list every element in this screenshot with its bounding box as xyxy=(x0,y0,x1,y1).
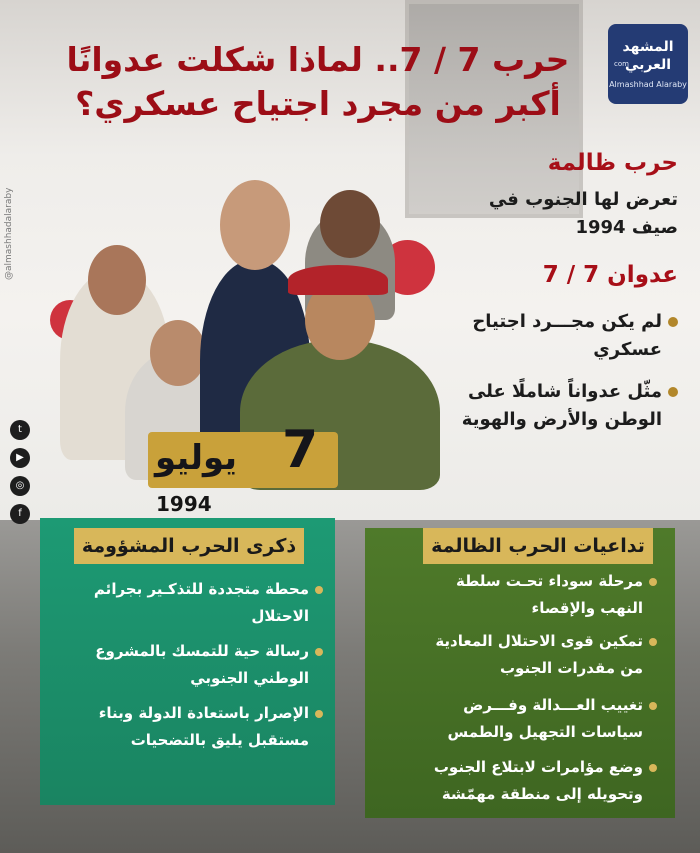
panel-war-consequences-item-1 xyxy=(456,568,657,622)
section1-line1: تعرض لها الجنوب في xyxy=(488,189,678,210)
date-month: يوليو xyxy=(155,438,238,478)
twitter-icon[interactable]: t xyxy=(10,420,30,440)
section2-bullet-1 xyxy=(472,308,678,364)
panel-war-memory-item-1 xyxy=(94,576,323,630)
section1-line2: صيف 1994 xyxy=(575,217,678,238)
panel-war-memory-header: ذكرى الحرب المشؤومة xyxy=(74,528,304,564)
section2-bullet-1-line2: عسكري xyxy=(593,339,662,360)
section2-title: عدوان 7 / 7 xyxy=(542,262,678,288)
social-handle: @almashhadalaraby xyxy=(4,187,14,280)
section2-bullet-1-line1: لم يكن مجـــرد اجتياح xyxy=(472,311,662,332)
item-line1: تغييب العـــدالة وفـــرض xyxy=(463,696,643,714)
item-line1: الإصرار باستعادة الدولة وبناء xyxy=(98,704,309,722)
section2-bullet-2-line2: الوطن والأرض والهوية xyxy=(461,409,662,430)
instagram-icon[interactable]: ◎ xyxy=(10,476,30,496)
date-year: 1994 xyxy=(156,492,212,516)
panel-war-memory-item-3 xyxy=(99,700,323,754)
item-line1: محطة متجددة للتذكـير بجرائم xyxy=(93,580,309,598)
section2-bullet-2 xyxy=(462,378,678,434)
bullet-dot-icon xyxy=(315,648,323,656)
figure-face xyxy=(88,245,146,315)
logo-name-line2: العربي xyxy=(624,57,672,73)
figure-face xyxy=(150,320,206,386)
bullet-dot-icon xyxy=(668,317,678,327)
item-line2: وتحويله إلى منطقة مهمّشة xyxy=(441,785,643,803)
logo-name-line1: المشهد xyxy=(622,39,674,55)
item-line2: من مقدرات الجنوب xyxy=(499,659,643,677)
item-line2: مستقبل يليق بالتضحيات xyxy=(130,731,309,749)
brand-logo xyxy=(608,24,688,104)
panel-war-consequences-item-2 xyxy=(435,628,657,682)
panel-war-consequences-item-4 xyxy=(434,754,657,808)
red-beret xyxy=(288,265,388,295)
title-line1: حرب 7 / 7.. لماذا شكلت عدوانًا xyxy=(66,40,570,79)
item-line1: تمكين قوى الاحتلال المعادية xyxy=(435,632,643,650)
panel-war-consequences-item-3 xyxy=(448,692,658,746)
item-line2: الاحتلال xyxy=(251,607,309,625)
bullet-dot-icon xyxy=(649,578,657,586)
logo-domain: com xyxy=(614,60,629,68)
item-line1: مرحلة سوداء تحـت سلطة xyxy=(455,572,643,590)
bullet-dot-icon xyxy=(668,387,678,397)
item-line2: سياسات التجهيل والطمس xyxy=(447,723,643,741)
panel-war-memory xyxy=(40,518,335,805)
bullet-dot-icon xyxy=(649,764,657,772)
item-line1: وضع مؤامرات لابتلاع الجنوب xyxy=(433,758,643,776)
bullet-dot-icon xyxy=(649,702,657,710)
date-day: 7 xyxy=(282,420,319,480)
figure-face xyxy=(320,190,380,258)
facebook-icon[interactable]: f xyxy=(10,504,30,524)
section2-bullet-2-line1: مثّل عدواناً شاملًا على xyxy=(467,381,662,402)
figure-face xyxy=(220,180,290,270)
item-line2: الوطني الجنوبي xyxy=(190,669,309,687)
bullet-dot-icon xyxy=(315,586,323,594)
panel-war-consequences-header: تداعيات الحرب الظالمة xyxy=(423,528,653,564)
panel-war-consequences xyxy=(365,528,675,818)
bullet-dot-icon xyxy=(649,638,657,646)
title-line2: أكبر من مجرد اجتياح عسكري؟ xyxy=(75,84,561,123)
logo-latin: Almashhad Alaraby xyxy=(609,80,687,89)
page-title xyxy=(58,38,578,126)
section1-title: حرب ظالمة xyxy=(547,150,678,176)
social-icons xyxy=(10,420,32,532)
panel-war-memory-item-2 xyxy=(95,638,323,692)
bullet-dot-icon xyxy=(315,710,323,718)
item-line2: النهب والإقصاء xyxy=(531,599,643,617)
youtube-icon[interactable]: ▶ xyxy=(10,448,30,468)
item-line1: رسالة حية للتمسك بالمشروع xyxy=(95,642,309,660)
